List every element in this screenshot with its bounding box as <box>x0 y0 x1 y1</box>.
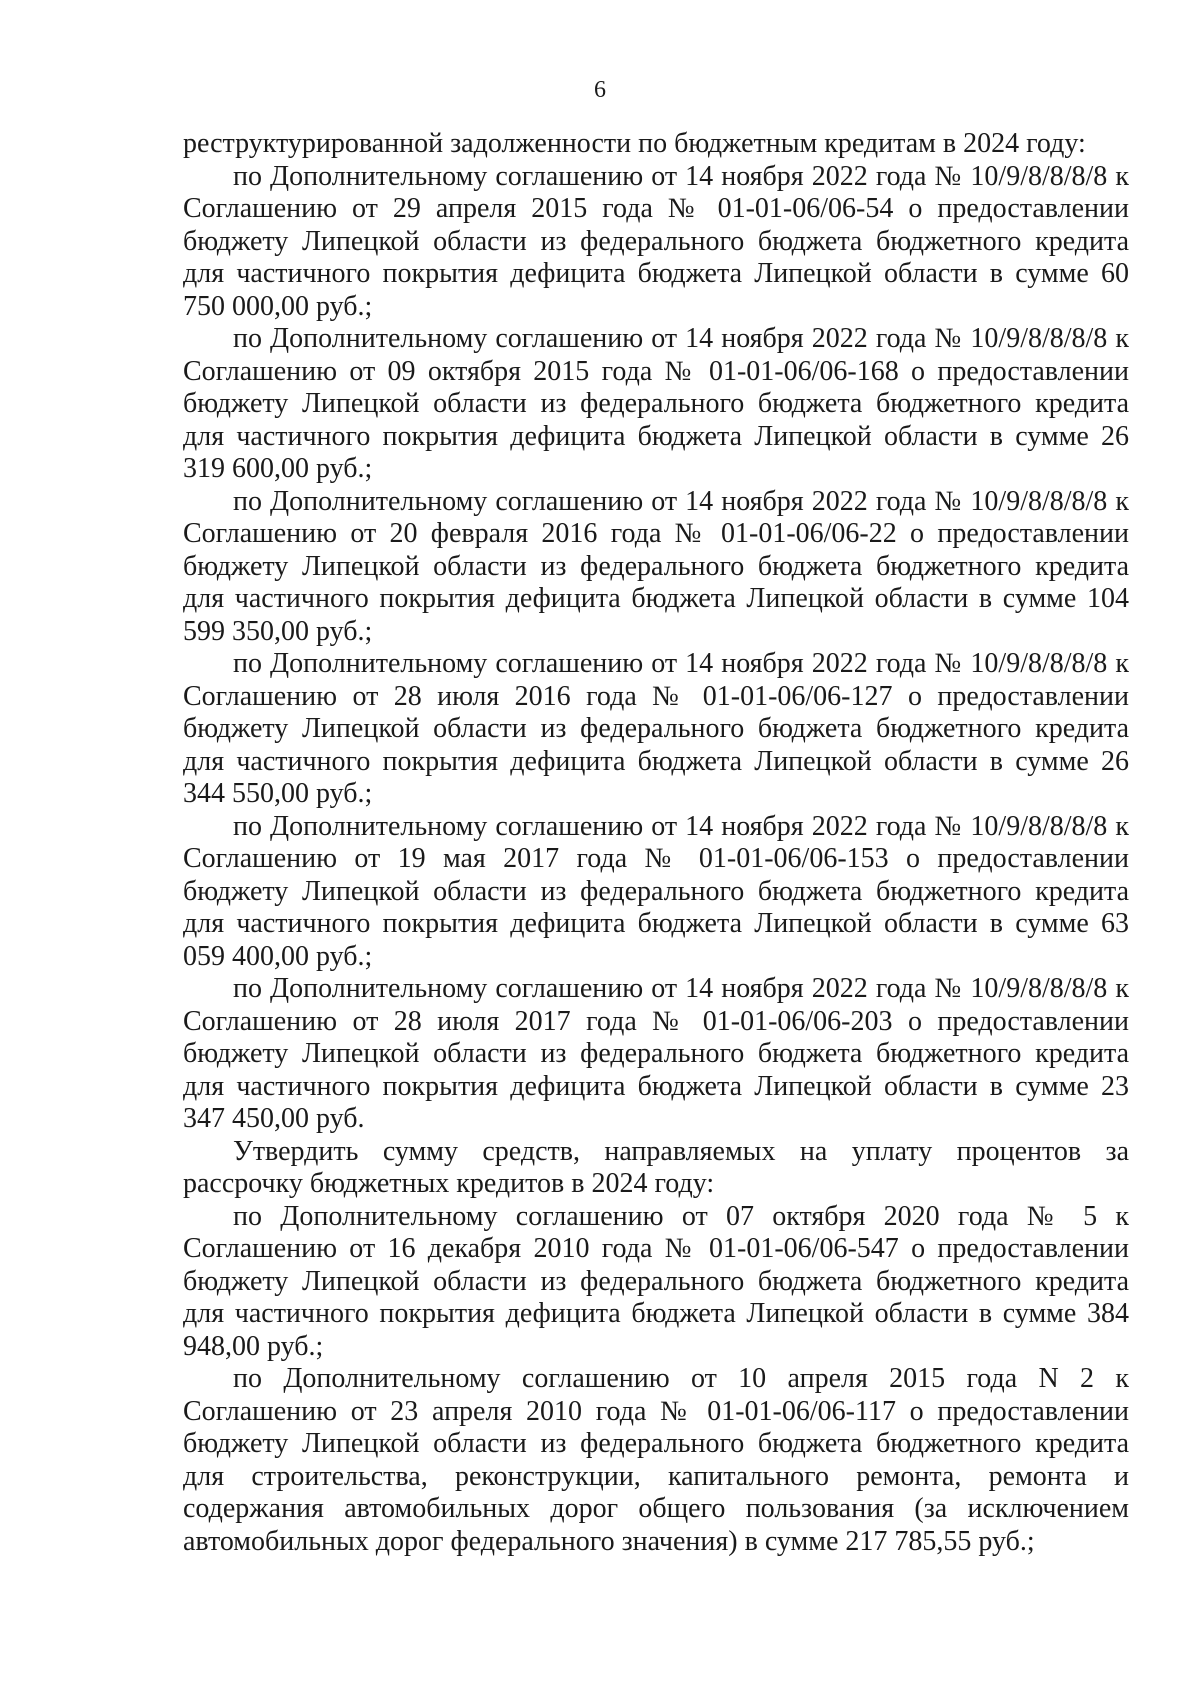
paragraph-agreement-2016-02-20: по Дополнительному соглашению от 14 ноября 2022 года № 10/9/8/8/8/8 к Соглашению от 20 февраля 2016 года № 01-01-06/06-22 о предоставлении бюджету Липецкой области из федерального бюджета бюджетного кредита для частичного покрытия дефицита бюджета Липецкой области в сумме 104 599 350,00 руб.; <box>183 485 1129 647</box>
paragraph-agreement-2016-07-28: по Дополнительному соглашению от 14 ноября 2022 года № 10/9/8/8/8/8 к Соглашению от 28 июля 2016 года № 01-01-06/06-127 о предоставлении бюджету Липецкой области из федерального бюджета бюджетного кредита для частичного покрытия дефицита бюджета Липецкой области в сумме 26 344 550,00 руб.; <box>183 648 1129 809</box>
paragraph-intro: реструктурированной задолженности по бюджетным кредитам в 2024 году: <box>183 128 1086 159</box>
paragraph-agreement-2010-12-16: по Дополнительному соглашению от 07 октября 2020 года № 5 к Соглашению от 16 декабря 2010 года № 01-01-06/06-547 о предоставлении бюджету Липецкой области из федерального бюджета бюджетного кредита для частичного покрытия дефицита бюджета Липецкой области в сумме 384 948,00 руб.; <box>183 1200 1129 1362</box>
paragraph-agreement-2010-04-23: по Дополнительному соглашению от 10 апреля 2015 года N 2 к Соглашению от 23 апреля 2010 года № 01-01-06/06-117 о предоставлении бюджету Липецкой области из федерального бюджета бюджетного кредита для строительства, реконструкции, капитального ремонта, ремонта и содержания автомобильных дорог общего пользования (за исключением автомобильных дорог федерального значения) в сумме 217 785,55 руб.; <box>183 1363 1129 1557</box>
paragraph-agreement-2017-05-19: по Дополнительному соглашению от 14 ноября 2022 года № 10/9/8/8/8/8 к Соглашению от 19 мая 2017 года № 01-01-06/06-153 о предоставлении бюджету Липецкой области из федерального бюджета бюджетного кредита для частичного покрытия дефицита бюджета Липецкой области в сумме 63 059 400,00 руб.; <box>183 810 1129 972</box>
paragraph-agreement-2015-04-29: по Дополнительному соглашению от 14 ноября 2022 года № 10/9/8/8/8/8 к Соглашению от 29 апреля 2015 года № 01-01-06/06-54 о предоставлении бюджету Липецкой области из федерального бюджета бюджетного кредита для частичного покрытия дефицита бюджета Липецкой области в сумме 60 750 000,00 руб.; <box>183 160 1129 322</box>
paragraph-interest-intro: Утвердить сумму средств, направляемых на уплату процентов за рассрочку бюджетных кредитов в 2024 году: <box>183 1135 1129 1199</box>
page-number: 6 <box>594 77 606 103</box>
paragraph-agreement-2015-10-09: по Дополнительному соглашению от 14 ноября 2022 года № 10/9/8/8/8/8 к Соглашению от 09 октября 2015 года № 01-01-06/06-168 о предоставлении бюджету Липецкой области из федерального бюджета бюджетного кредита для частичного покрытия дефицита бюджета Липецкой области в сумме 26 319 600,00 руб.; <box>183 323 1129 484</box>
document-body <box>183 128 1129 1558</box>
paragraph-agreement-2017-07-28: по Дополнительному соглашению от 14 ноября 2022 года № 10/9/8/8/8/8 к Соглашению от 28 июля 2017 года № 01-01-06/06-203 о предоставлении бюджету Липецкой области из федерального бюджета бюджетного кредита для частичного покрытия дефицита бюджета Липецкой области в сумме 23 347 450,00 руб. <box>183 973 1129 1134</box>
